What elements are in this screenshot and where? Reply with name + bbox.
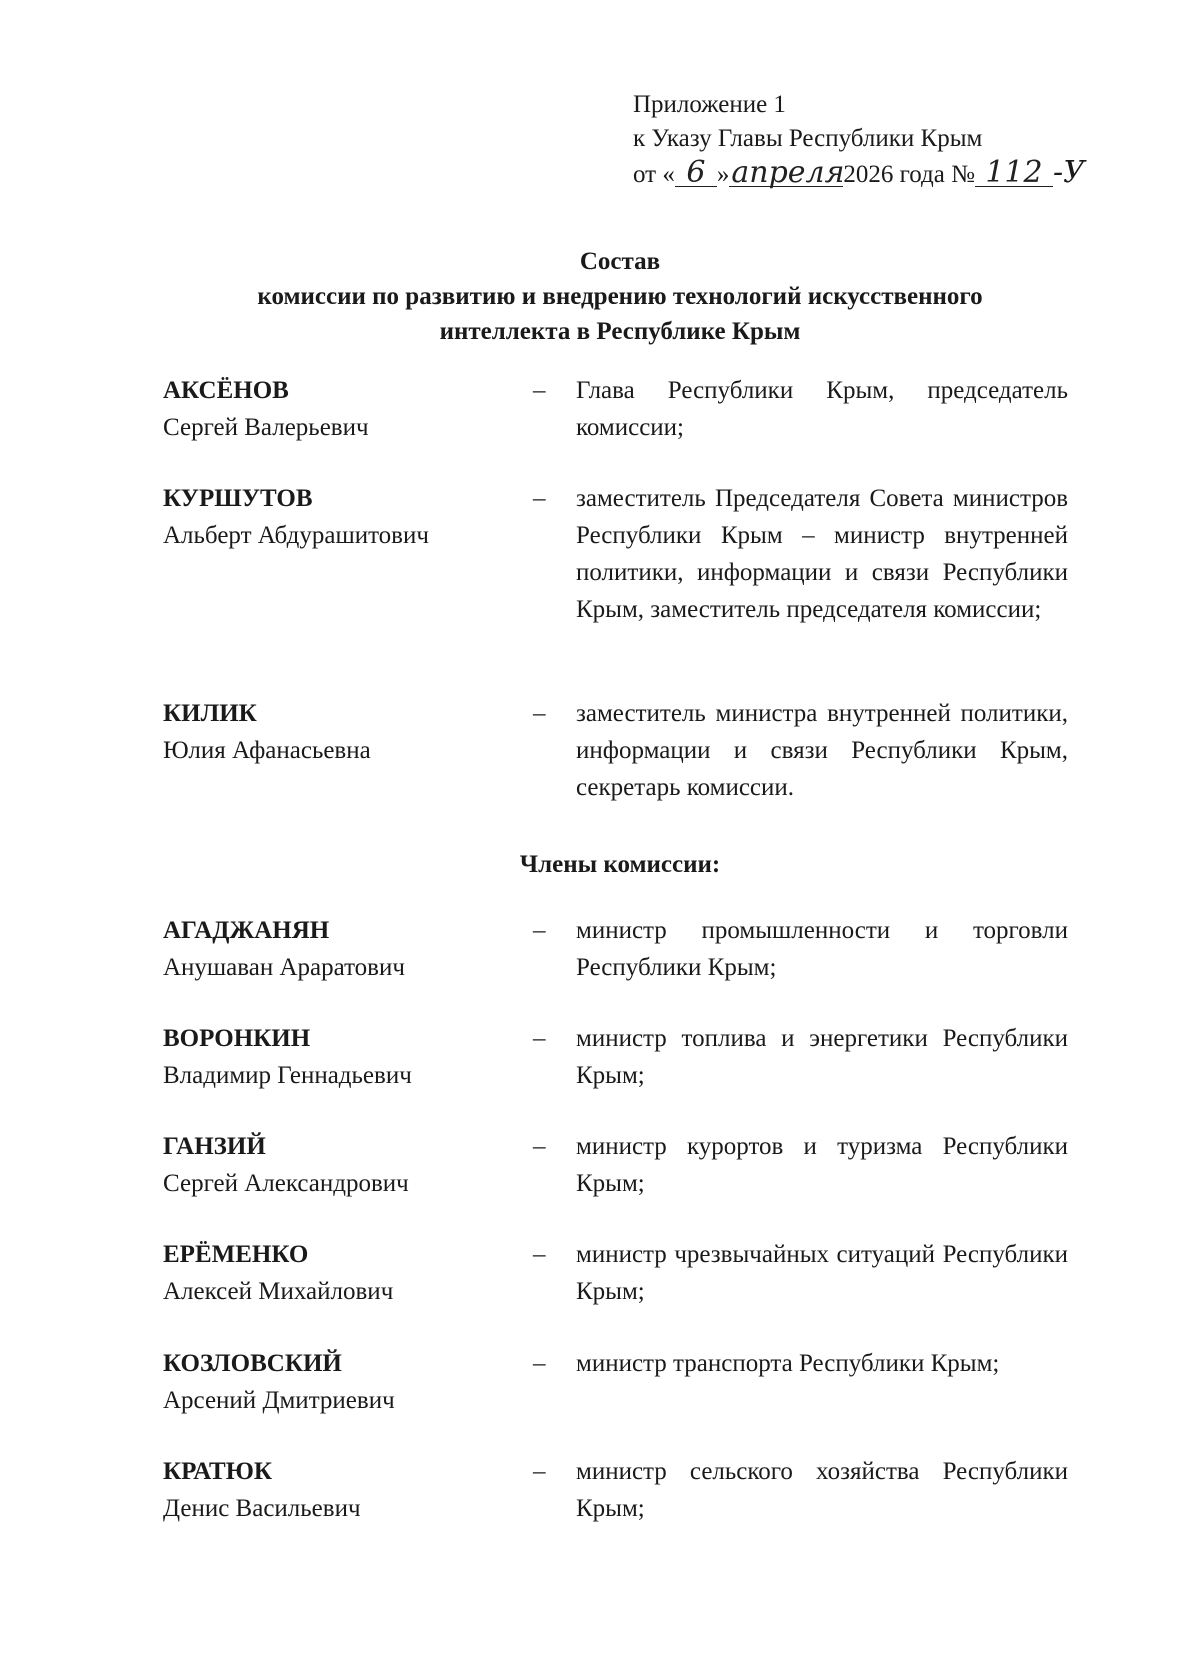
person-surname: КОЗЛОВСКИЙ <box>163 1350 342 1377</box>
person-given-name: Сергей Валерьевич <box>163 414 369 441</box>
person-surname: КИЛИК <box>163 700 257 727</box>
entry-dash: – <box>533 1458 546 1485</box>
person-name <box>163 372 523 446</box>
person-name <box>163 912 523 986</box>
person-role: заместитель Председателя Совета министров Республики Крым – министр внутренней политики, информации и связи Республики Крым, заместитель председателя комиссии; <box>576 485 1068 623</box>
person-surname: ГАНЗИЙ <box>163 1133 266 1160</box>
title-line-1: Состав <box>579 248 661 275</box>
person-name <box>163 695 523 769</box>
person-given-name: Алексей Михайлович <box>163 1278 394 1305</box>
person-surname: ВОРОНКИН <box>163 1025 311 1052</box>
person-given-name: Арсений Дмитриевич <box>163 1387 395 1414</box>
handwritten-decree-number: 112 <box>975 160 1053 187</box>
title-line-3: интеллекта в Республике Крым <box>439 318 801 345</box>
person-name <box>163 480 523 554</box>
person-surname: ЕРЁМЕНКО <box>163 1241 309 1268</box>
person-name <box>163 1453 523 1527</box>
date-prefix: от « <box>633 161 675 188</box>
handwritten-day: 6 <box>675 160 717 187</box>
entry-dash: – <box>533 917 546 944</box>
entry-dash: – <box>533 1350 546 1377</box>
person-role: министр курортов и туризма Республики Крым; <box>576 1133 1068 1197</box>
title-line-2: комиссии по развитию и внедрению технологий искусственного <box>257 283 983 310</box>
person-role: министр транспорта Республики Крым; <box>576 1350 1000 1377</box>
person-role: министр чрезвычайных ситуаций Республики Крым; <box>576 1241 1068 1305</box>
person-role: министр сельского хозяйства Республики Крым; <box>576 1458 1068 1522</box>
person-given-name: Альберт Абдурашитович <box>163 522 429 549</box>
appendix-number: Приложение 1 <box>633 91 786 118</box>
appendix-date-line <box>633 156 1085 192</box>
handwritten-number-suffix: -У <box>1052 155 1085 190</box>
appendix-header <box>633 88 1085 192</box>
person-surname: АГАДЖАНЯН <box>163 917 330 944</box>
person-name <box>163 1020 523 1094</box>
person-given-name: Сергей Александрович <box>163 1170 409 1197</box>
date-year: 2026 года № <box>843 161 975 188</box>
person-surname: АКСЁНОВ <box>163 377 289 404</box>
person-name <box>163 1236 523 1310</box>
entry-dash: – <box>533 1241 546 1268</box>
entry-dash: – <box>533 485 546 512</box>
person-given-name: Денис Васильевич <box>163 1495 361 1522</box>
person-role: Глава Республики Крым, председатель комиссии; <box>576 377 1068 441</box>
person-role: министр промышленности и торговли Республики Крым; <box>576 917 1068 981</box>
person-role: заместитель министра внутренней политики, информации и связи Республики Крым, секретарь комиссии. <box>576 700 1068 801</box>
person-given-name: Анушаван Араратович <box>163 954 405 981</box>
entry-dash: – <box>533 1133 546 1160</box>
document-title <box>150 244 1090 349</box>
handwritten-month: апреля <box>731 155 845 190</box>
person-role: министр топлива и энергетики Республики Крым; <box>576 1025 1068 1089</box>
entry-dash: – <box>533 1025 546 1052</box>
date-quote-close: » <box>716 161 730 188</box>
entry-dash: – <box>533 377 546 404</box>
appendix-decree-reference: к Указу Главы Республики Крым <box>633 125 983 152</box>
person-given-name: Юлия Афанасьевна <box>163 737 371 764</box>
person-name <box>163 1128 523 1202</box>
person-surname: КРАТЮК <box>163 1458 273 1485</box>
person-given-name: Владимир Геннадьевич <box>163 1062 412 1089</box>
person-name <box>163 1345 523 1419</box>
entry-dash: – <box>533 700 546 727</box>
person-surname: КУРШУТОВ <box>163 485 313 512</box>
members-heading: Члены комиссии: <box>519 851 721 878</box>
